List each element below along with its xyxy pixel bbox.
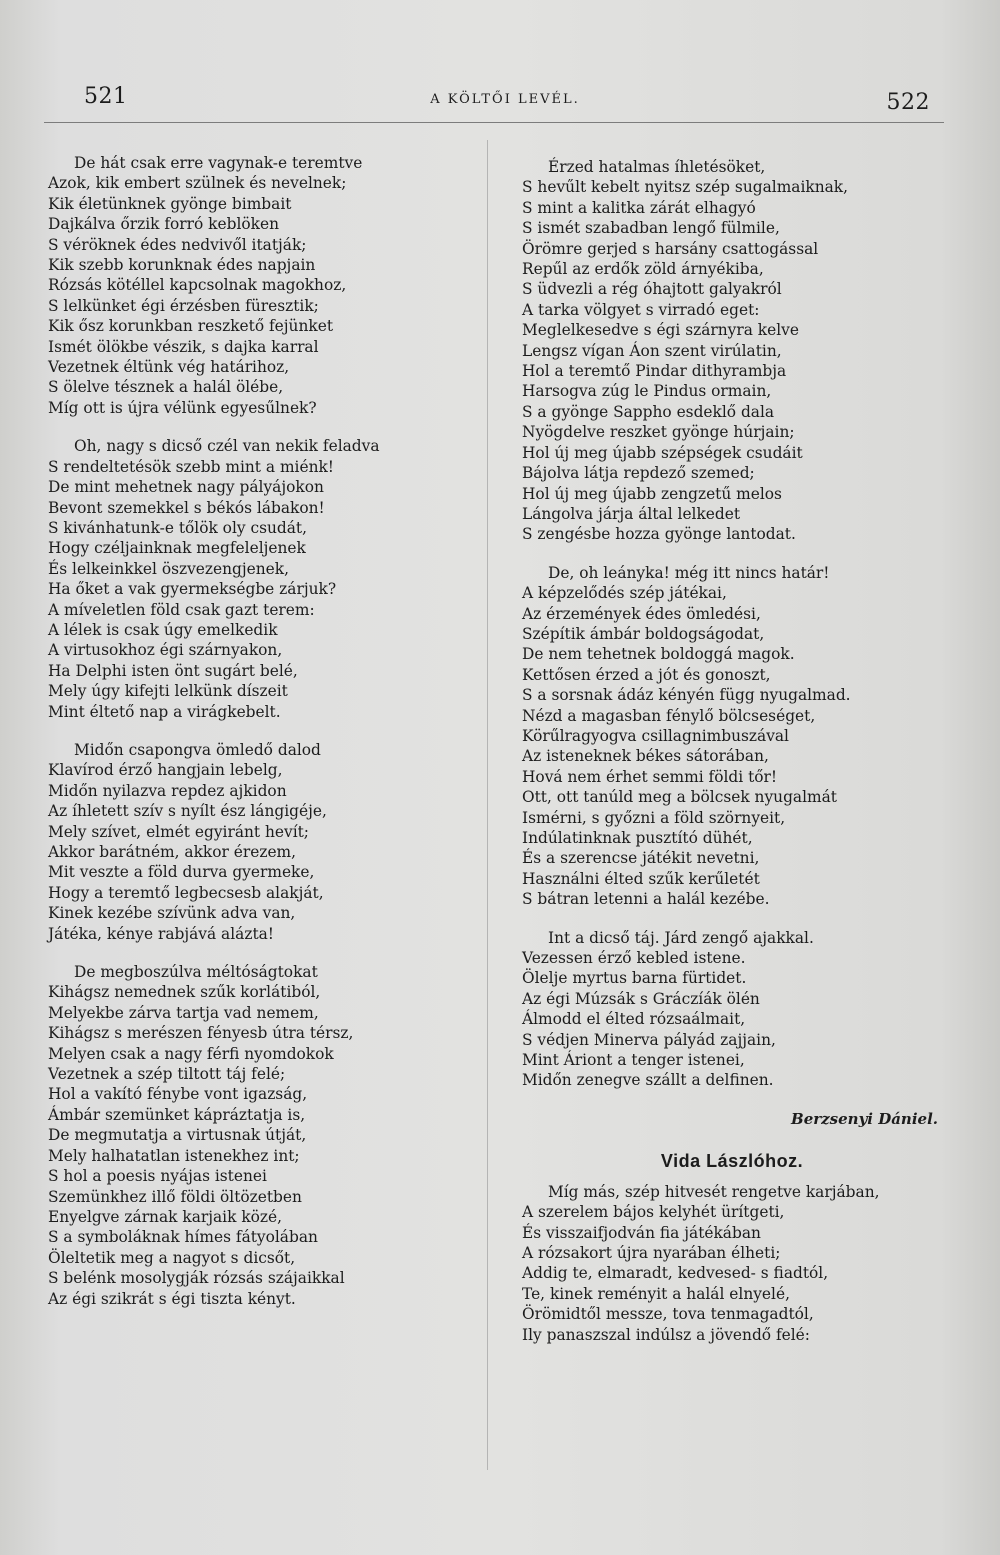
right-column-stanzas xyxy=(522,157,942,1091)
verse-line: Hol a vakító fénybe vont igazság, xyxy=(48,1085,308,1104)
verse-line: De, oh leányka! még itt nincs határ! xyxy=(548,563,830,582)
verse-line: Int a dicső táj. Járd zengő ajakkal. xyxy=(548,928,814,947)
verse-line: Meglelkesedve s égi szárnyra kelve xyxy=(522,321,799,340)
verse-line: Melyekbe zárva tartja vad nemem, xyxy=(48,1003,319,1022)
verse-line: De mint mehetnek nagy pályájokon xyxy=(48,478,324,497)
verse-line: Harsogva zúg le Pindus ormain, xyxy=(522,382,772,401)
verse-line: Ha Delphi isten önt sugárt belé, xyxy=(48,661,298,680)
verse-line: S belénk mosolygják rózsás szájaikkal xyxy=(48,1269,345,1288)
verse-line: S rendeltetésök szebb mint a miénk! xyxy=(48,457,334,476)
verse-line: S lelkünket égi érzésben füresztik; xyxy=(48,296,319,315)
verse-line: Ámbár szemünket kápráztatja is, xyxy=(48,1105,306,1124)
verse-line: Klavírod érző hangjain lebelg, xyxy=(48,761,283,780)
verse-line: Kihágsz s merészen fényesb útra térsz, xyxy=(48,1024,354,1043)
verse-line: S bátran letenni a halál kezébe. xyxy=(522,890,770,909)
verse-line: Az égi Múzsák s Gráczíák ölén xyxy=(522,989,760,1008)
verse-line: S hol a poesis nyájas istenei xyxy=(48,1167,267,1186)
verse-line: Használni élted szűk kerűletét xyxy=(522,869,760,888)
verse-line: Bevont szemekkel s békós lábakon! xyxy=(48,498,325,517)
verse-line: De nem tehetnek boldoggá magok. xyxy=(522,645,795,664)
verse-line: Örömidtől messze, tova tenmagadtól, xyxy=(522,1305,814,1324)
verse-line: Vezetnek a szép tiltott táj felé; xyxy=(48,1065,286,1084)
verse-line: Ismérni, s győzni a föld szörnyeit, xyxy=(522,808,786,827)
verse-line: Repűl az erdők zöld árnyékiba, xyxy=(522,260,764,279)
verse-line: S a gyönge Sappho esdeklő dala xyxy=(522,402,775,421)
verse-line: Mint éltető nap a virágkebelt. xyxy=(48,702,281,721)
verse-line: A képzelődés szép játékai, xyxy=(522,584,727,603)
verse-line: Lengsz vígan Áon szent virúlatin, xyxy=(522,341,782,360)
verse-line: Álmodd el élted rózsaálmait, xyxy=(522,1010,746,1029)
verse-line: Kinek kezébe szívünk adva van, xyxy=(48,904,296,923)
verse-line: Vezessen érző kebled istene. xyxy=(522,949,746,968)
verse-line: Midőn zenegve szállt a delfinen. xyxy=(522,1071,774,1090)
verse-line: Szemünkhez illő földi öltözetben xyxy=(48,1187,302,1206)
verse-line: A tarka völgyet s virradó eget: xyxy=(522,300,760,319)
verse-line: Mely halhatatlan istenekhez int; xyxy=(48,1146,300,1165)
verse-line: Hová nem érhet semmi földi tőr! xyxy=(522,767,778,786)
stanza xyxy=(48,740,468,944)
verse-line: Addig te, elmaradt, kedvesed- s fiadtól, xyxy=(522,1264,829,1283)
verse-line: És visszaifjodván fia játékában xyxy=(522,1223,761,1242)
verse-line: Hogy czéljainknak megfeleljenek xyxy=(48,539,306,558)
verse-line: Körűlragyogva csillagnimbuszával xyxy=(522,726,789,745)
verse-line: Kik szebb korunknak édes napjain xyxy=(48,256,316,275)
verse-line: Hol új meg újabb szépségek csudáit xyxy=(522,443,803,462)
verse-line: Lángolva járja által lelkedet xyxy=(522,504,741,523)
verse-line: S zengésbe hozza gyönge lantodat. xyxy=(522,525,796,544)
verse-line: Vezetnek éltünk vég határihoz, xyxy=(48,358,290,377)
column-divider xyxy=(487,140,488,1470)
verse-line: S ölelve tésznek a halál ölébe, xyxy=(48,378,284,397)
verse-line: Míg ott is újra vélünk egyesűlnek? xyxy=(48,398,317,417)
stanza xyxy=(48,436,468,722)
author-signature: Berzsenyi Dániel. xyxy=(791,1109,938,1128)
verse-line: A míveletlen föld csak gazt terem: xyxy=(48,600,315,619)
verse-line: Mint Áriont a tenger istenei, xyxy=(522,1051,745,1070)
verse-line: Öleltetik meg a nagyot s dicsőt, xyxy=(48,1248,296,1267)
verse-line: Nézd a magasban fénylő bölcseséget, xyxy=(522,706,816,725)
stanza xyxy=(522,928,942,1091)
right-page-number: 522 xyxy=(886,90,930,115)
verse-line: Te, kinek reményit a halál elnyelé, xyxy=(522,1284,790,1303)
stanza xyxy=(522,157,942,545)
verse-line: Mely úgy kifejti lelkünk díszeit xyxy=(48,682,288,701)
verse-line: Rózsás kötéllel kapcsolnak magokhoz, xyxy=(48,276,347,295)
verse-line: A lélek is csak úgy emelkedik xyxy=(48,620,278,639)
verse-line: Dajkálva őrzik forró keblöken xyxy=(48,215,280,234)
verse-line: Ily panaszszal indúlsz a jövendő felé: xyxy=(522,1325,810,1344)
verse-line: Az isteneknek békes sátorában, xyxy=(522,747,769,766)
verse-line: S a symboláknak hímes fátyolában xyxy=(48,1228,318,1247)
verse-line: Szépítik ámbár boldogságodat, xyxy=(522,624,765,643)
left-page-number: 521 xyxy=(84,84,128,109)
verse-line: S mint a kalitka zárát elhagyó xyxy=(522,198,756,217)
verse-line: Akkor barátném, akkor érezem, xyxy=(48,843,297,861)
verse-line: De megboszúlva méltóságtokat xyxy=(74,963,318,982)
second-poem-stanza xyxy=(522,1182,942,1345)
verse-line: Kettősen érzed a jót és gonoszt, xyxy=(522,665,771,684)
header-rule xyxy=(44,122,944,123)
verse-line: Játéka, kénye rabjává alázta! xyxy=(48,924,274,943)
verse-line: Mely szívet, elmét egyiránt hevít; xyxy=(48,822,309,841)
verse-line: Az íhletett szív s nyílt ész lángigéje, xyxy=(48,802,327,821)
verse-line: De hát csak erre vagynak-e teremtve xyxy=(74,154,363,172)
verse-line: A virtusokhoz égi szárnyakon, xyxy=(48,641,283,660)
verse-line: Kik életünknek gyönge bimbait xyxy=(48,194,292,213)
verse-line: Indúlatinknak pusztító dühét, xyxy=(522,829,753,847)
verse-line: Oh, nagy s dicső czél van nekik feladva xyxy=(74,437,380,456)
verse-line: Azok, kik embert szülnek és nevelnek; xyxy=(48,174,347,193)
verse-line: Az égi szikrát s égi tiszta kényt. xyxy=(48,1289,296,1308)
right-column xyxy=(522,157,942,1363)
verse-line: S üdvezli a rég óhajtott galyakról xyxy=(522,280,782,299)
verse-line: És lelkeinkkel öszvezengjenek, xyxy=(48,559,289,578)
verse-line: Örömre gerjed s harsány csattogással xyxy=(522,239,819,258)
verse-line: És a szerencse játékit nevetni, xyxy=(522,849,760,868)
verse-line: Hogy a teremtő legbecsesb alakját, xyxy=(48,883,324,902)
verse-line: S ismét szabadban lengő fülmile, xyxy=(522,219,780,238)
verse-line: De megmutatja a virtusnak útját, xyxy=(48,1126,307,1145)
verse-line: Melyen csak a nagy férfi nyomdokok xyxy=(48,1044,334,1063)
verse-line: Míg más, szép hitvesét rengetve karjában, xyxy=(548,1182,880,1201)
poem-title: Vida Lászlóhoz. xyxy=(660,1151,804,1172)
verse-line: S kivánhatunk-e tőlök oly csudát, xyxy=(48,518,307,537)
verse-line: Nyögdelve reszket gyönge húrjain; xyxy=(522,423,795,442)
verse-line: S a sorsnak ádáz kényén függ nyugalmad. xyxy=(522,686,851,705)
verse-line: A szerelem bájos kelyhét ürítgeti, xyxy=(522,1203,785,1222)
verse-line: Ismét ölökbe vészik, s dajka karral xyxy=(48,337,319,356)
verse-line: S véröknek édes nedvivől itatják; xyxy=(48,235,307,254)
verse-line: A rózsakort újra nyarában élheti; xyxy=(522,1243,781,1262)
verse-line: Ha őket a vak gyermekségbe zárjuk? xyxy=(48,580,337,599)
verse-line: Ölelje myrtus barna fürtidet. xyxy=(522,969,747,988)
verse-line: Midőn csapongva ömledő dalod xyxy=(74,740,321,759)
verse-line: Az érzemények édes ömledési, xyxy=(522,604,761,623)
verse-line: Kik ősz korunkban reszkető fejünket xyxy=(48,317,334,336)
verse-line: S védjen Minerva pályád zajjain, xyxy=(522,1030,776,1049)
page-header xyxy=(40,84,970,124)
stanza xyxy=(48,153,468,418)
verse-line: Mit veszte a föld durva gyermeke, xyxy=(48,863,315,882)
verse-line: S hevűlt kebelt nyitsz szép sugalmaiknak, xyxy=(522,178,849,197)
verse-line: Hol a teremtő Pindar dithyrambja xyxy=(522,362,787,381)
verse-line: Enyelgve zárnak karjaik közé, xyxy=(48,1207,283,1226)
verse-line: Midőn nyilazva repdez ajkidon xyxy=(48,781,287,800)
stanza xyxy=(522,563,942,910)
verse-line: Hol új meg újabb zengzetű melos xyxy=(522,484,782,503)
running-title: A KÖLTŐI LEVÉL. xyxy=(430,92,580,107)
verse-line: Bájolva látja repdező szemed; xyxy=(522,464,755,483)
left-column xyxy=(48,153,468,1327)
verse-line: Ott, ott tanúld meg a bölcsek nyugalmát xyxy=(522,788,837,807)
verse-line: Kihágsz nemednek szűk korlátiból, xyxy=(48,983,321,1002)
stanza xyxy=(48,962,468,1309)
verse-line: Érzed hatalmas íhletésöket, xyxy=(548,158,766,176)
